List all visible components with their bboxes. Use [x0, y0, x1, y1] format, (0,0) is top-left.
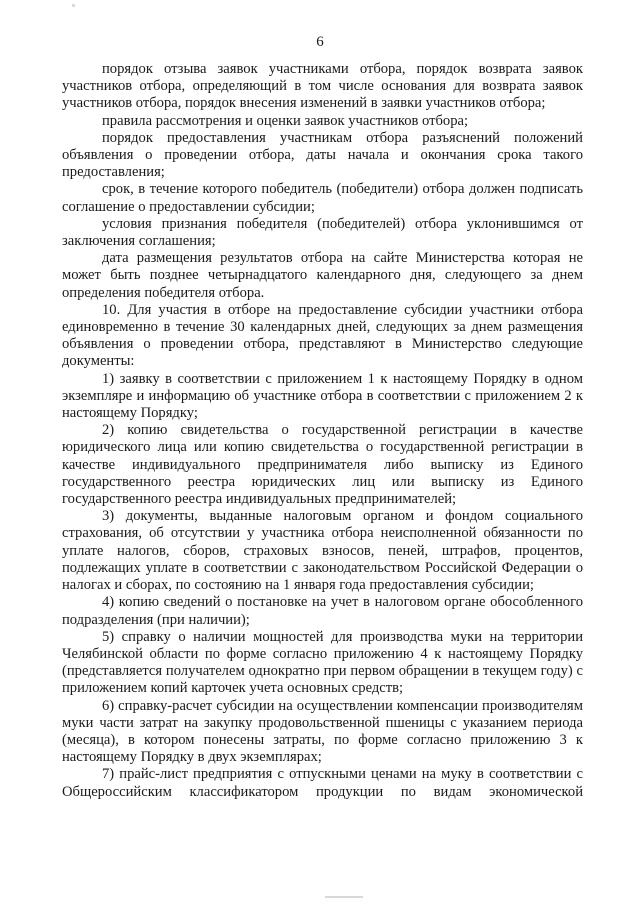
paragraph: порядок предоставления участникам отбора разъяснений положений объявления о проведении отбора, даты начала и окончания срока такого предоставления;	[62, 129, 583, 181]
paragraph: 1) заявку в соответствии с приложением 1 к настоящему Порядку в одном экземпляре и информацию об участнике отбора в соответствии с приложением 2 к настоящему Порядку;	[62, 370, 583, 422]
paragraph: 2) копию свидетельства о государственной регистрации в качестве юридического лица или копию свидетельства о государственной регистрации в качестве индивидуального предпринимателя либо выписку из Единого государственного реестра юридических лиц или выписку из Единого государственного реестра индивидуальных предпринимателей;	[62, 422, 583, 508]
paragraph: 6) справку-расчет субсидии на осуществлении компенсации производителям муки части затрат на закупку продовольственной пшеницы с указанием периода (месяца), в котором понесены затраты, по форме согласно приложению 3 к настоящему Порядку в двух экземплярах;	[62, 697, 583, 766]
paragraph: порядок отзыва заявок участниками отбора, порядок возврата заявок участников отбора, определяющий в том числе основания для возврата заявок участников отбора, порядок внесения изменений в заявки участников отбора;	[62, 61, 583, 112]
paragraph: дата размещения результатов отбора на сайте Министерства которая не может быть позднее четырнадцатого календарного дня, следующего за днем определения победителя отбора.	[62, 250, 583, 301]
document-body	[62, 61, 583, 801]
paragraph: 5) справку о наличии мощностей для производства муки на территории Челябинской области по форме согласно приложению 4 к настоящему Порядку (представляется получателем однократно при первом обращении в текущем году) с приложением копий карточек учета основных средств;	[62, 628, 583, 697]
scan-artifact	[72, 4, 75, 7]
paragraph: 7) прайс-лист предприятия с отпускными ценами на муку в соответствии с Общероссийским классификатором продукции по видам экономической	[62, 766, 583, 800]
paragraph: 10. Для участия в отборе на предоставление субсидии участники отбора единовременно в течение 30 календарных дней, следующих за днем размещения объявления о проведении отбора, представляют в Министерство следующие документы:	[62, 301, 583, 370]
paragraph: срок, в течение которого победитель (победители) отбора должен подписать соглашение о предоставлении субсидии;	[62, 181, 583, 215]
paragraph: 4) копию сведений о постановке на учет в налоговом органе обособленного подразделения (при наличии);	[62, 594, 583, 628]
paragraph: условия признания победителя (победителей) отбора уклонившимся от заключения соглашения;	[62, 215, 583, 250]
page-number: 6	[316, 34, 324, 50]
paragraph: 3) документы, выданные налоговым органом и фондом социального страхования, об отсутствии у участника отбора неисполненной обязанности по уплате налогов, сборов, страховых взносов, пеней, штрафов, процентов, подлежащих уплате в соответствии с законодательством Российской Федерации о налогах и сборах, по состоянию на 1 января года предоставления субсидии;	[62, 508, 583, 594]
paragraph: правила рассмотрения и оценки заявок участников отбора;	[102, 112, 469, 129]
scan-artifact	[325, 896, 363, 898]
